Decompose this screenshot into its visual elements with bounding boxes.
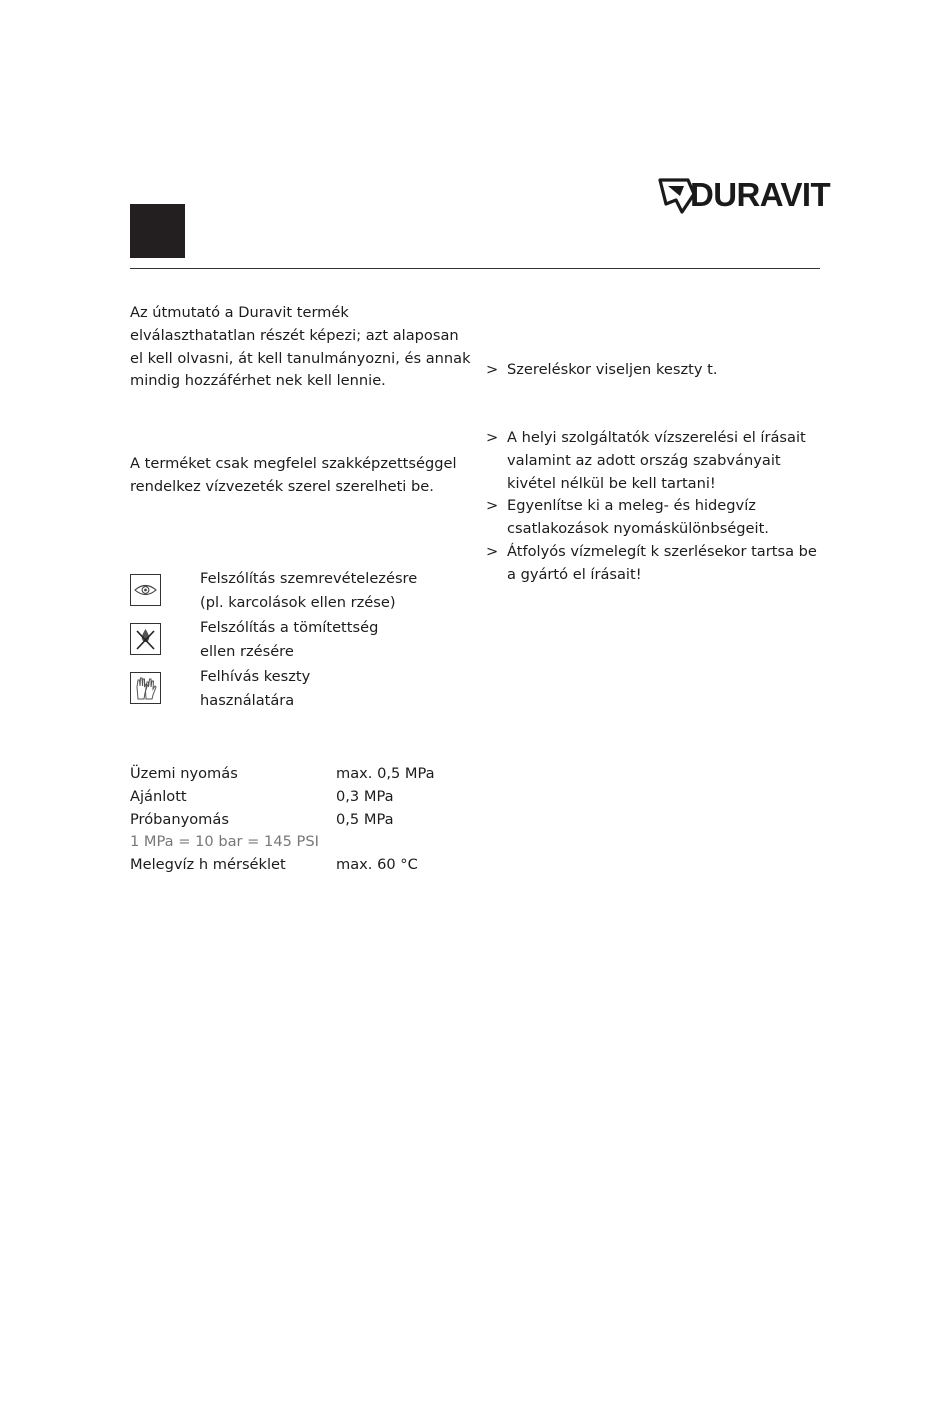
bullet-line: Egyenlítse ki a meleg- és hidegvíz <box>507 497 756 515</box>
spec-value: max. 60 °C <box>336 856 418 874</box>
spec-row <box>130 854 470 877</box>
bullet-line: Átfolyós vízmelegít k szerlésekor tartsa be <box>507 542 817 560</box>
header-divider <box>130 268 820 269</box>
spec-value: 0,5 MPa <box>336 810 394 828</box>
bullet-marker: > <box>486 361 499 378</box>
qualification-line: rendelkez vízvezeték szerel szerelheti be. <box>130 477 434 495</box>
spec-conversion-note: 1 MPa = 10 bar = 145 PSI <box>130 833 319 851</box>
intro-line: el kell olvasni, át kell tanulmányozni, és annak <box>130 349 471 367</box>
gloves-note <box>486 359 820 382</box>
symbol-line: Felszólítás szemrevételezésre <box>200 570 418 587</box>
symbol-line: használatára <box>200 691 295 709</box>
duravit-logo <box>658 174 831 216</box>
spec-label: Melegvíz h mérséklet <box>130 856 286 874</box>
bullet-line: a gyártó el írásait! <box>507 565 642 583</box>
list-item <box>486 495 820 541</box>
symbol-line: (pl. karcolások ellen rzése) <box>200 593 396 611</box>
bullet-line: kivétel nélkül be kell tartani! <box>507 474 716 492</box>
intro-paragraph <box>130 302 470 393</box>
intro-line: mindig hozzáférhet nek kell lennie. <box>130 372 386 390</box>
spec-row <box>130 831 470 854</box>
bullet-marker: > <box>486 497 499 515</box>
list-item <box>486 427 820 495</box>
installation-rules-list <box>486 427 820 587</box>
symbol-description <box>200 567 417 614</box>
bullet-text: Szereléskor viseljen keszty t. <box>507 361 718 378</box>
spec-value: 0,3 MPa <box>336 787 394 805</box>
technical-specs <box>130 763 470 877</box>
bullet-marker: > <box>486 542 499 560</box>
brand-name: DURAVIT <box>690 176 831 213</box>
symbol-line: Felszólítás a tömítettség <box>200 619 379 636</box>
bullet-marker: > <box>486 429 499 446</box>
spec-row <box>130 809 470 832</box>
spec-label: Próbanyomás <box>130 810 229 828</box>
symbol-line: ellen rzésére <box>200 642 294 660</box>
gloves-icon <box>130 672 161 704</box>
intro-line: Az útmutató a Duravit termék <box>130 304 349 321</box>
intro-line: elválaszthatatlan részét képezi; azt alaposan <box>130 326 459 344</box>
spec-value: max. 0,5 MPa <box>336 765 435 782</box>
spec-label: Üzemi nyomás <box>130 765 238 782</box>
symbol-description <box>200 616 378 663</box>
spec-row <box>130 786 470 809</box>
bullet-line: A helyi szolgáltatók vízszerelési el írásait <box>507 429 806 446</box>
qualification-line: A terméket csak megfelel szakképzettséggel <box>130 455 457 472</box>
qualification-paragraph <box>130 453 470 499</box>
list-item <box>486 359 820 382</box>
bullet-line: csatlakozások nyomáskülönbségeit. <box>507 520 769 538</box>
spec-row <box>130 763 470 786</box>
eye-icon <box>130 574 161 606</box>
bullet-line: valamint az adott ország szabványait <box>507 451 781 469</box>
spec-label: Ajánlott <box>130 787 187 805</box>
leak-test-icon <box>130 623 161 655</box>
symbol-description <box>200 665 310 712</box>
list-item <box>486 541 820 587</box>
language-marker-square <box>130 204 185 258</box>
symbol-line: Felhívás keszty <box>200 668 311 685</box>
